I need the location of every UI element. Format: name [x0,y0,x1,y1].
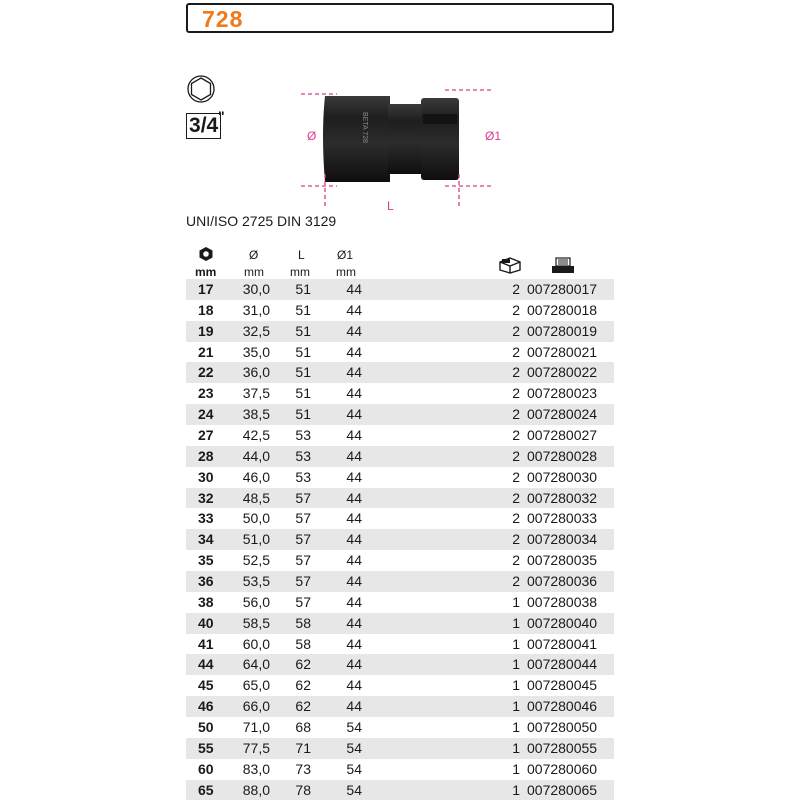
table-row [186,529,614,550]
quantity-cell: 1 [512,760,520,777]
diameter-cell: 31,0 [242,301,270,318]
length-cell: 57 [295,573,311,590]
size-cell: 41 [198,635,214,652]
quantity-cell: 1 [512,781,520,798]
hexagon-socket-icon [186,74,216,104]
table-row [186,780,614,801]
article-code-cell: 007280030 [527,468,598,485]
table-row [186,759,614,780]
length-cell: 57 [295,489,311,506]
table-row [186,321,614,342]
diameter-header: Ø [249,248,259,262]
quantity-cell: 2 [512,281,520,297]
article-code-cell: 007280023 [527,385,598,402]
article-code-cell: 007280060 [527,760,598,777]
article-code-cell: 007280034 [527,531,598,548]
quantity-cell: 2 [512,510,520,527]
diameter1-label: Ø1 [485,129,502,143]
diameter1-cell: 44 [346,427,362,444]
length-cell: 51 [295,364,311,381]
table-row [186,383,614,404]
size-cell: 30 [198,468,214,485]
length-cell: 53 [295,427,311,444]
article-code-cell: 007280040 [527,614,598,631]
diameter-cell: 56,0 [242,593,270,610]
diameter-cell: 51,0 [242,531,270,548]
diameter1-cell: 44 [346,573,362,590]
diameter-label: Ø [307,129,317,143]
diameter1-cell: 44 [346,531,362,548]
diameter1-cell: 44 [346,614,362,631]
size-cell: 38 [198,593,214,610]
article-code-cell: 007280046 [527,698,598,715]
size-cell: 27 [198,427,214,444]
quantity-cell: 2 [512,573,520,590]
quantity-cell: 1 [512,719,520,736]
quantity-cell: 2 [512,447,520,464]
article-code-cell: 007280022 [527,364,598,381]
quantity-cell: 1 [512,635,520,652]
quantity-cell: 1 [512,739,520,756]
article-code-cell: 007280041 [527,635,598,652]
table-row [186,613,614,634]
article-code-cell: 007280045 [527,677,598,694]
diameter1-cell: 44 [346,447,362,464]
diameter1-cell: 44 [346,301,362,318]
length-cell: 58 [295,635,311,652]
diameter1-cell: 54 [346,760,362,777]
size-cell: 23 [198,385,214,402]
length-cell: 57 [295,510,311,527]
barcode-icon [551,256,575,274]
diameter1-cell: 44 [346,510,362,527]
length-cell: 51 [295,406,311,423]
table-row [186,654,614,675]
article-code-cell: 007280055 [527,739,598,756]
article-code-cell: 007280033 [527,510,598,527]
diameter1-cell: 44 [346,677,362,694]
article-code-cell: 007280019 [527,322,598,339]
hex-nut-icon [198,246,214,262]
diameter1-cell: 44 [346,322,362,339]
article-code-cell: 007280032 [527,489,598,506]
length-cell: 57 [295,552,311,569]
size-cell: 19 [198,322,214,339]
table-row [186,362,614,383]
size-cell: 60 [198,760,214,777]
table-row [186,675,614,696]
quantity-cell: 2 [512,489,520,506]
quantity-cell: 1 [512,698,520,715]
diameter-cell: 50,0 [242,510,270,527]
diameter-cell: 46,0 [242,468,270,485]
diameter1-cell: 54 [346,781,362,798]
table-row [186,571,614,592]
article-code-cell: 007280065 [527,781,598,798]
diameter1-cell: 44 [346,552,362,569]
diameter1-cell: 44 [346,656,362,673]
quantity-cell: 2 [512,406,520,423]
diameter-cell: 65,0 [242,677,270,694]
diameter-cell: 37,5 [242,385,270,402]
drive-size-badge [186,108,225,139]
length-label: L [387,199,394,213]
diameter-cell: 71,0 [242,719,270,736]
table-row [186,634,614,655]
title-box [186,3,614,33]
table-row [186,300,614,321]
diameter1-cell: 54 [346,719,362,736]
size-cell: 21 [198,343,214,360]
length-cell: 78 [295,781,311,798]
product-code: 728 [202,6,244,32]
size-cell: 33 [198,510,214,527]
length-unit: mm [290,265,310,279]
diameter1-cell: 44 [346,635,362,652]
length-cell: 51 [295,343,311,360]
size-cell: 18 [198,301,214,318]
diameter-cell: 52,5 [242,552,270,569]
length-cell: 62 [295,677,311,694]
diameter-cell: 64,0 [242,656,270,673]
diameter-cell: 60,0 [242,635,270,652]
length-cell: 53 [295,468,311,485]
diameter1-cell: 44 [346,593,362,610]
article-code-cell: 007280021 [527,343,598,360]
table-row [186,467,614,488]
table-row [186,279,614,300]
diameter-cell: 30,0 [242,281,270,297]
article-code-cell: 007280035 [527,552,598,569]
article-code-cell: 007280017 [527,281,598,297]
quantity-cell: 2 [512,301,520,318]
article-code-cell: 007280018 [527,301,598,318]
length-cell: 51 [295,281,311,297]
quantity-cell: 1 [512,614,520,631]
size-cell: 32 [198,489,214,506]
article-code-cell: 007280038 [527,593,598,610]
quantity-cell: 2 [512,468,520,485]
article-code-cell: 007280027 [527,427,598,444]
length-header: L [298,248,305,262]
diameter-cell: 48,5 [242,489,270,506]
diameter1-cell: 44 [346,364,362,381]
diameter-cell: 44,0 [242,447,270,464]
diameter-cell: 32,5 [242,322,270,339]
length-cell: 51 [295,385,311,402]
diameter1-cell: 44 [346,281,362,297]
quantity-cell: 2 [512,427,520,444]
diameter1-unit: mm [336,265,356,279]
product-table [186,279,614,800]
socket-drawing [295,74,505,214]
diameter-unit: mm [244,265,264,279]
quantity-cell: 1 [512,593,520,610]
size-cell: 36 [198,573,214,590]
size-cell: 65 [198,781,214,798]
size-cell: 35 [198,552,214,569]
table-row [186,592,614,613]
size-cell: 22 [198,364,214,381]
quantity-cell: 2 [512,531,520,548]
length-cell: 51 [295,301,311,318]
length-cell: 53 [295,447,311,464]
article-code-cell: 007280044 [527,656,598,673]
length-cell: 71 [295,739,311,756]
table-row [186,342,614,363]
size-cell: 55 [198,739,214,756]
quantity-cell: 1 [512,656,520,673]
diameter1-cell: 44 [346,385,362,402]
quantity-cell: 2 [512,343,520,360]
length-cell: 57 [295,593,311,610]
diameter-cell: 42,5 [242,427,270,444]
length-cell: 58 [295,614,311,631]
diameter-cell: 83,0 [242,760,270,777]
quantity-cell: 2 [512,364,520,381]
diameter1-cell: 44 [346,698,362,715]
size-cell: 44 [198,656,214,673]
diameter1-cell: 44 [346,468,362,485]
diameter1-header: Ø1 [337,248,354,262]
size-cell: 50 [198,719,214,736]
size-cell: 45 [198,677,214,694]
length-cell: 73 [295,760,311,777]
diameter1-cell: 54 [346,739,362,756]
package-icon [498,256,522,274]
diameter1-cell: 44 [346,489,362,506]
table-row [186,446,614,467]
diameter1-cell: 44 [346,406,362,423]
standard-label: UNI/ISO 2725 DIN 3129 [186,213,337,229]
diameter-cell: 66,0 [242,698,270,715]
length-cell: 68 [295,719,311,736]
inch-mark: " [218,108,225,124]
quantity-cell: 2 [512,322,520,339]
drive-size-label: 3/4 [186,113,221,139]
length-cell: 62 [295,698,311,715]
engraving-text: BETA 728 [361,112,368,144]
quantity-cell: 2 [512,385,520,402]
diameter1-cell: 44 [346,343,362,360]
diameter-cell: 53,5 [242,573,270,590]
quantity-cell: 1 [512,677,520,694]
article-code-cell: 007280036 [527,573,598,590]
diameter-cell: 58,5 [242,614,270,631]
size-cell: 24 [198,406,214,423]
diameter-cell: 77,5 [242,739,270,756]
diameter-cell: 36,0 [242,364,270,381]
size-unit: mm [195,265,217,279]
length-cell: 51 [295,322,311,339]
table-row [186,508,614,529]
article-code-cell: 007280024 [527,406,598,423]
size-cell: 46 [198,698,214,715]
size-cell: 28 [198,447,214,464]
diameter-cell: 88,0 [242,781,270,798]
length-cell: 57 [295,531,311,548]
table-row [186,717,614,738]
table-row [186,425,614,446]
article-code-cell: 007280050 [527,719,598,736]
size-cell: 17 [198,281,214,297]
table-row [186,404,614,425]
diameter-cell: 38,5 [242,406,270,423]
diameter-cell: 35,0 [242,343,270,360]
table-row [186,488,614,509]
length-cell: 62 [295,656,311,673]
quantity-cell: 2 [512,552,520,569]
size-cell: 40 [198,614,214,631]
table-row [186,550,614,571]
table-row [186,696,614,717]
article-code-cell: 007280028 [527,447,598,464]
size-cell: 34 [198,531,214,548]
table-row [186,738,614,759]
